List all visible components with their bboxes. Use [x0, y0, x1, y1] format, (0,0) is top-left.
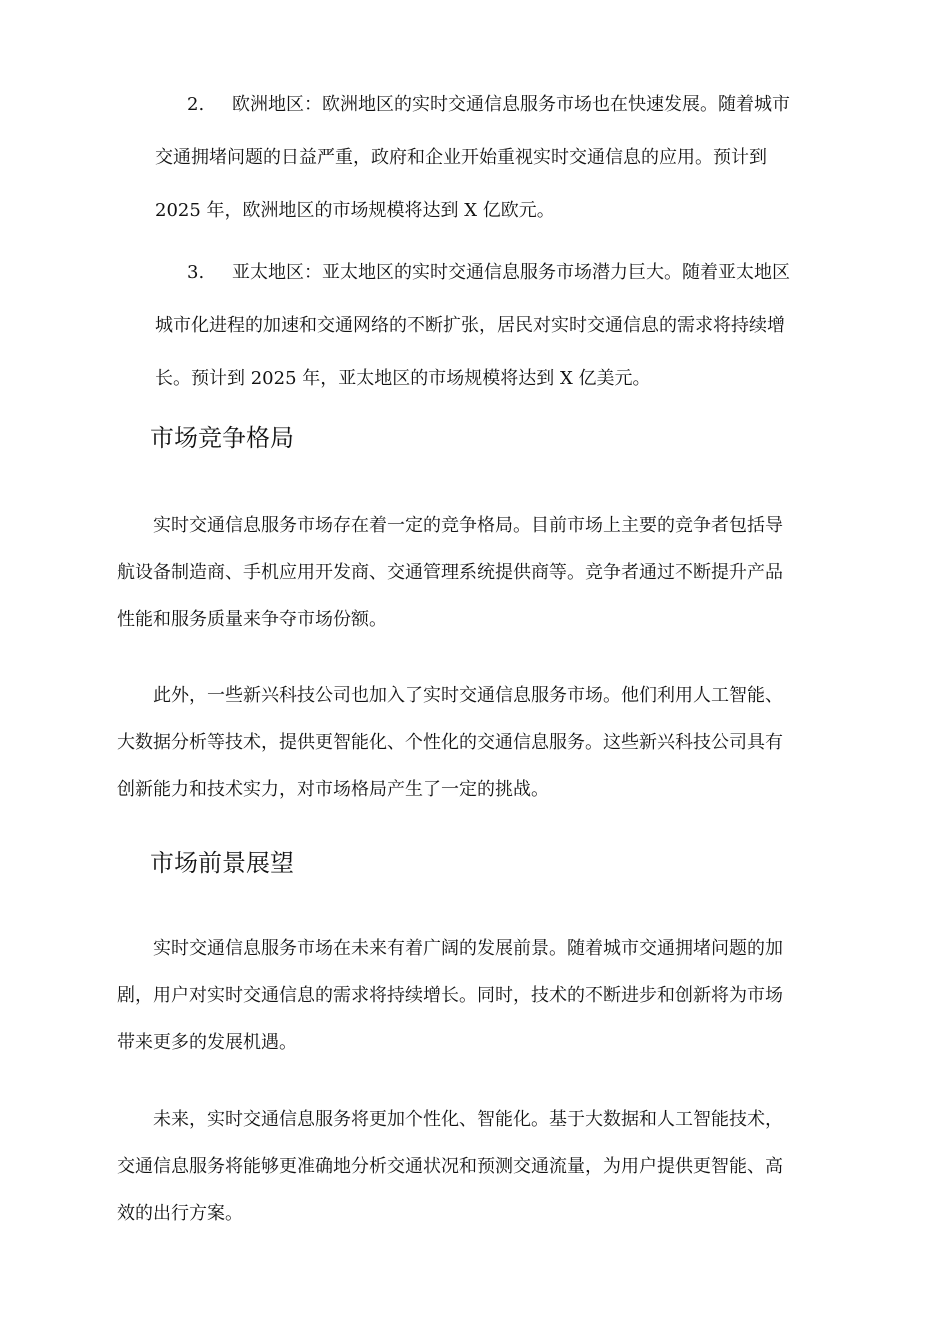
- list-item-line: 欧洲地区：欧洲地区的实时交通信息服务市场也在快速发展。随着城市: [232, 94, 790, 115]
- paragraph: [117, 502, 829, 643]
- list-item-number: 3.: [187, 262, 205, 283]
- paragraph-line: 交通信息服务将能够更准确地分析交通状况和预测交通流量，为用户提供更智能、高: [117, 1156, 783, 1177]
- list-item-asia-pacific: [155, 246, 827, 405]
- list-item-europe: [155, 78, 827, 237]
- section-heading-competition: 市场竞争格局: [150, 424, 294, 452]
- list-item-number: 2.: [187, 94, 205, 115]
- list-item-line: 交通拥堵问题的日益严重，政府和企业开始重视实时交通信息的应用。预计到: [155, 147, 767, 168]
- paragraph-line: 航设备制造商、手机应用开发商、交通管理系统提供商等。竞争者通过不断提升产品: [117, 562, 783, 583]
- list-item-line: 城市化进程的加速和交通网络的不断扩张，居民对实时交通信息的需求将持续增: [155, 315, 785, 336]
- paragraph-line: 带来更多的发展机遇。: [117, 1032, 297, 1053]
- paragraph-line: 效的出行方案。: [117, 1203, 243, 1224]
- list-item-line: 亚太地区：亚太地区的实时交通信息服务市场潜力巨大。随着亚太地区: [232, 262, 790, 283]
- list-item-line: 2025 年，欧洲地区的市场规模将达到 X 亿欧元。: [155, 200, 555, 221]
- paragraph: [117, 1096, 829, 1237]
- paragraph-line: 性能和服务质量来争夺市场份额。: [117, 609, 387, 630]
- paragraph-line: 实时交通信息服务市场在未来有着广阔的发展前景。随着城市交通拥堵问题的加: [153, 938, 783, 959]
- paragraph: [117, 672, 829, 813]
- paragraph-line: 未来，实时交通信息服务将更加个性化、智能化。基于大数据和人工智能技术，: [153, 1109, 783, 1130]
- list-item-line: 长。预计到 2025 年，亚太地区的市场规模将达到 X 亿美元。: [155, 368, 651, 389]
- paragraph-line: 此外，一些新兴科技公司也加入了实时交通信息服务市场。他们利用人工智能、: [153, 685, 783, 706]
- paragraph-line: 实时交通信息服务市场存在着一定的竞争格局。目前市场上主要的竞争者包括导: [153, 515, 783, 536]
- paragraph: [117, 925, 829, 1066]
- paragraph-line: 创新能力和技术实力，对市场格局产生了一定的挑战。: [117, 779, 549, 800]
- paragraph-line: 剧，用户对实时交通信息的需求将持续增长。同时，技术的不断进步和创新将为市场: [117, 985, 783, 1006]
- paragraph-line: 大数据分析等技术，提供更智能化、个性化的交通信息服务。这些新兴科技公司具有: [117, 732, 783, 753]
- section-heading-outlook: 市场前景展望: [150, 849, 294, 877]
